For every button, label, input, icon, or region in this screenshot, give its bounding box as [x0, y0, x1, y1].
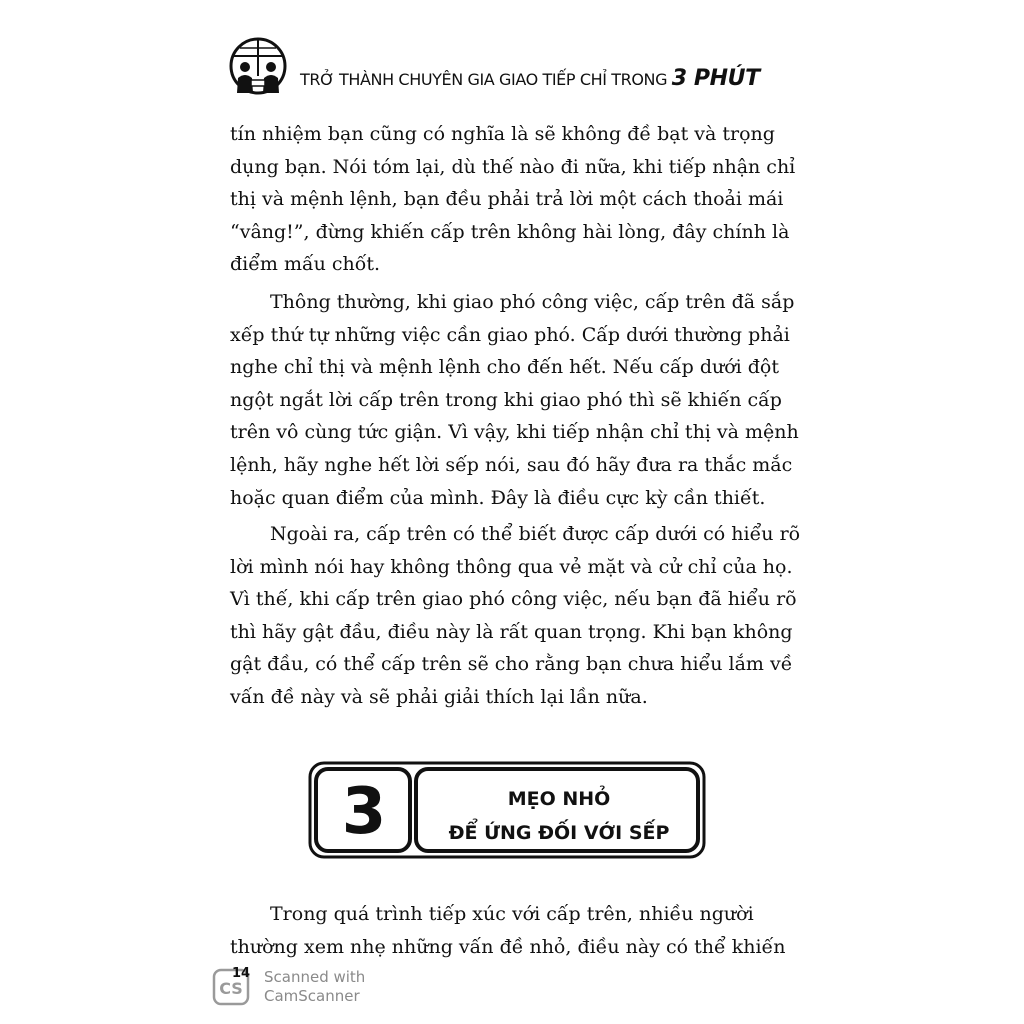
paragraph-line: tín nhiệm bạn cũng có nghĩa là sẽ không đề bạt và trọng: [230, 123, 775, 145]
watermark-line-1: Scanned with: [264, 968, 366, 986]
header-title-prefix: TRỞ THÀNH CHUYÊN GIA GIAO TIẾP CHỈ TRONG: [300, 70, 672, 89]
paragraph-line: Trong quá trình tiếp xúc với cấp trên, nhiều người: [270, 903, 754, 925]
running-header-title: [300, 64, 780, 94]
paragraph-line: thì hãy gật đầu, điều này là rất quan trọng. Khi bạn không: [230, 620, 793, 643]
paragraph-line: Thông thường, khi giao phó công việc, cấp trên đã sắp: [270, 291, 795, 313]
paragraph-line: trên vô cùng tức giận. Vì vậy, khi tiếp nhận chỉ thị và mệnh: [230, 421, 799, 444]
paragraph-2: [230, 286, 799, 514]
paragraph-line: “vâng!”, đừng khiến cấp trên không hài lòng, đây chính là: [230, 220, 790, 243]
paragraph-line: ngột ngắt lời cấp trên trong khi giao phó thì sẽ khiến cấp: [230, 388, 782, 411]
section-number: 3: [341, 775, 387, 849]
paragraph-3: [230, 518, 801, 714]
header-logo-icon: [228, 36, 288, 96]
paragraph-line: gật đầu, có thể cấp trên sẽ cho rằng bạn chưa hiểu lắm về: [230, 653, 793, 676]
watermark-text: [264, 968, 365, 1006]
paragraph-line: điểm mấu chốt.: [230, 253, 381, 276]
watermark-line-2: CamScanner: [264, 987, 360, 1005]
camscanner-logo-text: CS: [219, 979, 243, 998]
paragraph-line: lệnh, hãy nghe hết lời sếp nói, sau đó hãy đưa ra thắc mắc: [230, 453, 793, 476]
page-number: 14: [232, 966, 251, 981]
paragraph-4: [230, 898, 796, 963]
section-title: [414, 782, 704, 852]
paragraph-line: nghe chỉ thị và mệnh lệnh cho đến hết. Nếu cấp dưới đột: [230, 356, 780, 379]
paragraph-line: vấn đề này và sẽ phải giải thích lại lần nữa.: [230, 685, 648, 708]
paragraph-line: Ngoài ra, cấp trên có thể biết được cấp dưới có hiểu rõ: [270, 523, 801, 545]
paragraph-line: dụng bạn. Nói tóm lại, dù thế nào đi nữa, khi tiếp nhận chỉ: [230, 155, 796, 178]
section-title-line-1: MẸO NHỎ: [507, 788, 611, 810]
paragraph-line: xếp thứ tự những việc cần giao phó. Cấp dưới thường phải: [230, 323, 790, 346]
paragraph-line: thị và mệnh lệnh, bạn đều phải trả lời một cách thoải mái: [230, 188, 784, 211]
paragraph-line: hoặc quan điểm của mình. Đây là điều cực kỳ cần thiết.: [230, 486, 766, 509]
header-title-emphasis: 3 PHÚT: [671, 66, 760, 91]
section-title-line-2: ĐỂ ỨNG ĐỐI VỚI SẾP: [448, 822, 670, 844]
paragraph-line: thường xem nhẹ những vấn đề nhỏ, điều này có thể khiến: [230, 935, 786, 958]
paragraph-1: [230, 118, 796, 281]
paragraph-line: Vì thế, khi cấp trên giao phó công việc, nếu bạn đã hiểu rõ: [230, 588, 797, 611]
paragraph-line: lời mình nói hay không thông qua vẻ mặt và cử chỉ của họ.: [230, 555, 793, 578]
